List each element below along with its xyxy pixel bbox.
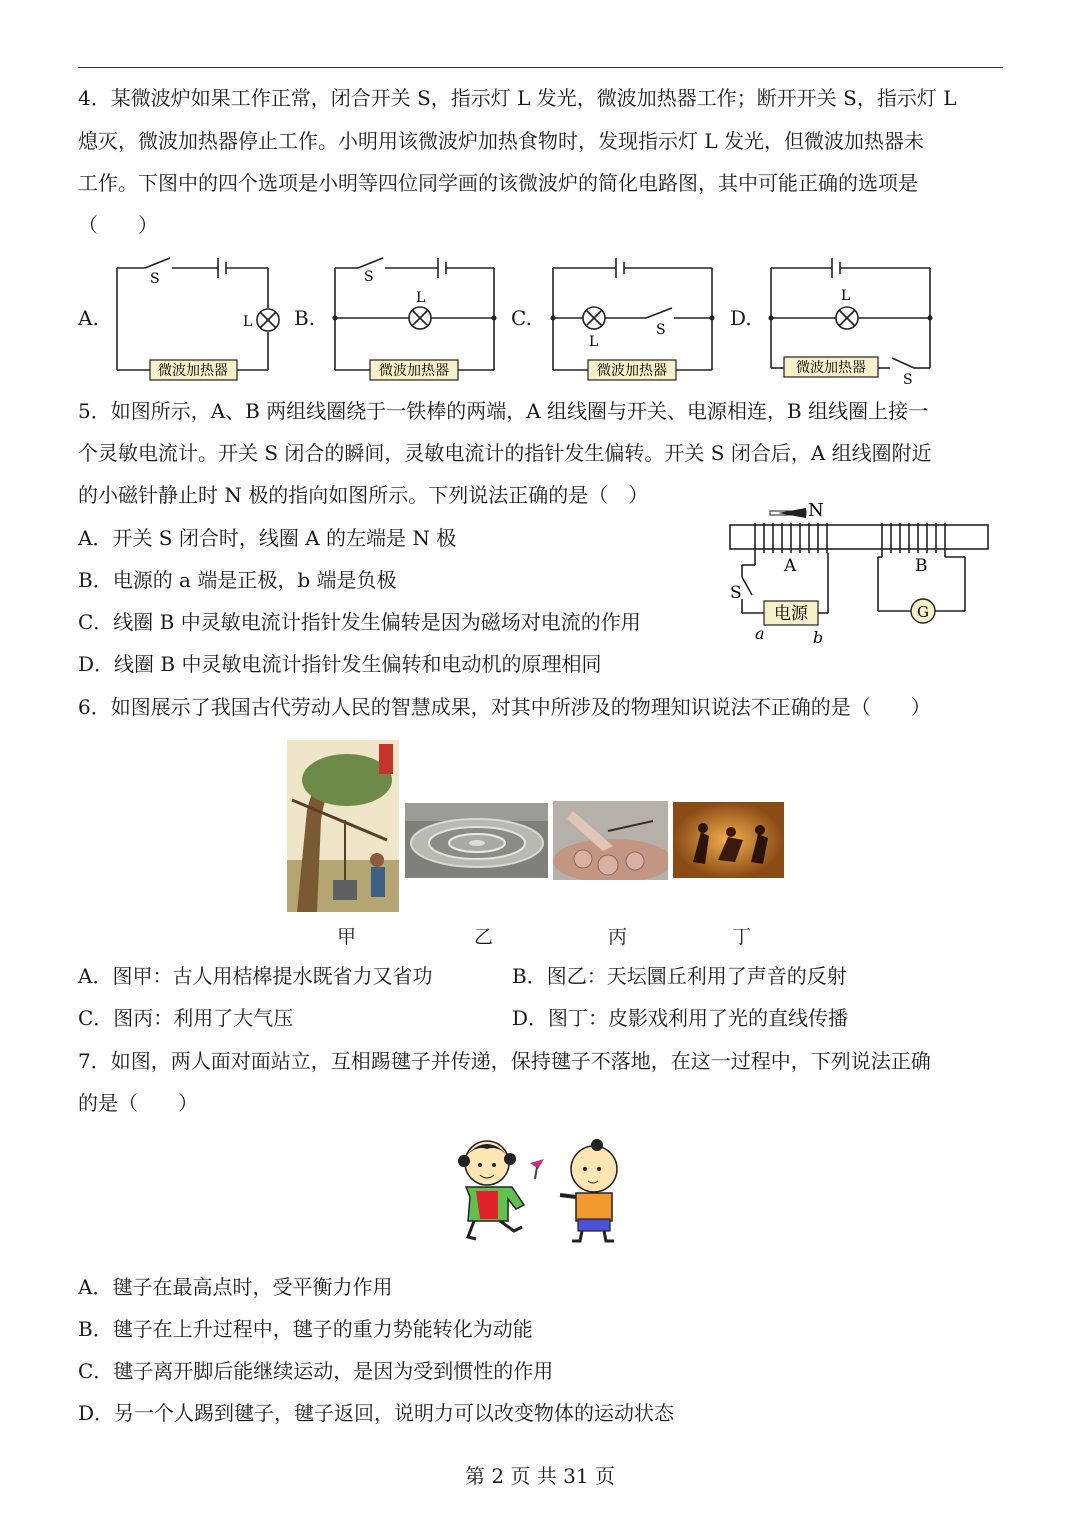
- image-yi-circular-mound: [405, 803, 548, 878]
- q7-option-c: C．毽子离开脚后能继续运动，是因为受到惯性的作用: [78, 1359, 554, 1383]
- caption-ding: 丁: [732, 926, 752, 948]
- terminal-b-label: b: [813, 628, 824, 647]
- heater-label: 微波加热器: [796, 360, 866, 376]
- coil-a-label: A: [784, 556, 797, 576]
- q4-option-c-label: C.: [511, 306, 532, 330]
- image-jia-well-sweep: [287, 740, 399, 912]
- q4-stem-line3: 工作。下图中的四个选项是小明等四位同学画的该微波炉的简化电路图，其中可能正确的选项是: [78, 171, 918, 195]
- q6-option-c: C．图丙：利用了大气压: [78, 1006, 294, 1030]
- q5-option-a: A．开关 S 闭合时，线圈 A 的左端是 N 极: [78, 526, 457, 550]
- heater-label: 微波加热器: [158, 363, 228, 379]
- circuit-d-diagram: [764, 250, 939, 390]
- switch-label: S: [903, 372, 913, 388]
- image-ding-shadow-puppet: [673, 802, 784, 878]
- shuttlecock-kids-illustration: [452, 1135, 622, 1247]
- q5-stem-line1: 5．如图所示，A、B 两组线圈绕于一铁棒的两端，A 组线圈与开关、电源相连，B 组线圈上接一: [78, 399, 929, 423]
- switch-label: S: [364, 269, 374, 285]
- lamp-label: L: [841, 288, 851, 304]
- switch-label: S: [150, 271, 160, 287]
- q5-stem-line3: 的小磁针静止时 N 极的指向如图所示。下列说法正确的是（ ）: [78, 483, 649, 507]
- q6-option-b: B．图乙：天坛圜丘利用了声音的反射: [512, 964, 847, 988]
- q7-option-a: A．毽子在最高点时，受平衡力作用: [78, 1275, 393, 1299]
- power-source-label: 电源: [774, 604, 808, 624]
- page-footer: 第 2 页 共 31 页: [465, 1464, 615, 1488]
- q5-option-b: B．电源的 a 端是正极，b 端是负极: [78, 568, 397, 592]
- lamp-label: L: [589, 334, 599, 350]
- circuit-b-diagram: [328, 250, 503, 385]
- q4-option-a-label: A.: [78, 306, 99, 330]
- lamp-label: L: [243, 314, 253, 330]
- lamp-label: L: [416, 290, 426, 306]
- q7-option-b: B．毽子在上升过程中，毽子的重力势能转化为动能: [78, 1317, 533, 1341]
- q5-stem-line2: 个灵敏电流计。开关 S 闭合的瞬间，灵敏电流计的指针发生偏转。开关 S 闭合后，A 组线圈附近: [78, 441, 932, 465]
- image-bing-cupping: [553, 801, 668, 880]
- q7-stem-line2: 的是（ ）: [78, 1091, 198, 1115]
- galvanometer-label: G: [917, 603, 929, 621]
- q4-option-d-label: D.: [730, 306, 752, 330]
- coil-b-label: B: [915, 556, 928, 576]
- terminal-a-label: a: [755, 624, 765, 643]
- heater-label: 微波加热器: [379, 363, 449, 379]
- q7-stem-line1: 7．如图，两人面对面站立，互相踢毽子并传递，保持毽子不落地，在这一过程中，下列说法正确: [78, 1049, 931, 1073]
- q4-stem-line2: 熄灭，微波加热器停止工作。小明用该微波炉加热食物时，发现指示灯 L 发光，但微波加热器未: [78, 129, 924, 153]
- header-rule: [78, 67, 1003, 68]
- q5-option-c: C．线圈 B 中灵敏电流计指针发生偏转是因为磁场对电流的作用: [78, 610, 641, 634]
- switch-label: S: [656, 322, 666, 338]
- circuit-a-diagram: [110, 250, 280, 385]
- q4-stem-line1: 4．某微波炉如果工作正常，闭合开关 S，指示灯 L 发光，微波加热器工作；断开开关 S，指示灯 L: [78, 86, 957, 110]
- caption-yi: 乙: [474, 926, 494, 948]
- heater-label: 微波加热器: [597, 363, 667, 379]
- q6-stem: 6．如图展示了我国古代劳动人民的智慧成果，对其中所涉及的物理知识说法不正确的是（ ）: [78, 695, 931, 719]
- coil-diagram: [722, 495, 994, 650]
- circuit-c-diagram: [546, 250, 721, 385]
- q4-option-b-label: B.: [294, 306, 316, 330]
- switch-s-label: S: [730, 583, 742, 603]
- caption-bing: 丙: [608, 926, 628, 948]
- q7-option-d: D．另一个人踢到毽子，毽子返回，说明力可以改变物体的运动状态: [78, 1401, 675, 1425]
- north-pole-label: N: [808, 500, 824, 521]
- caption-jia: 甲: [337, 926, 357, 948]
- q6-option-d: D．图丁：皮影戏利用了光的直线传播: [512, 1006, 849, 1030]
- q5-option-d: D．线圈 B 中灵敏电流计指针发生偏转和电动机的原理相同: [78, 652, 602, 676]
- q4-stem-line4: （ ）: [78, 213, 158, 237]
- q6-option-a: A．图甲：古人用桔槔提水既省力又省功: [78, 964, 433, 988]
